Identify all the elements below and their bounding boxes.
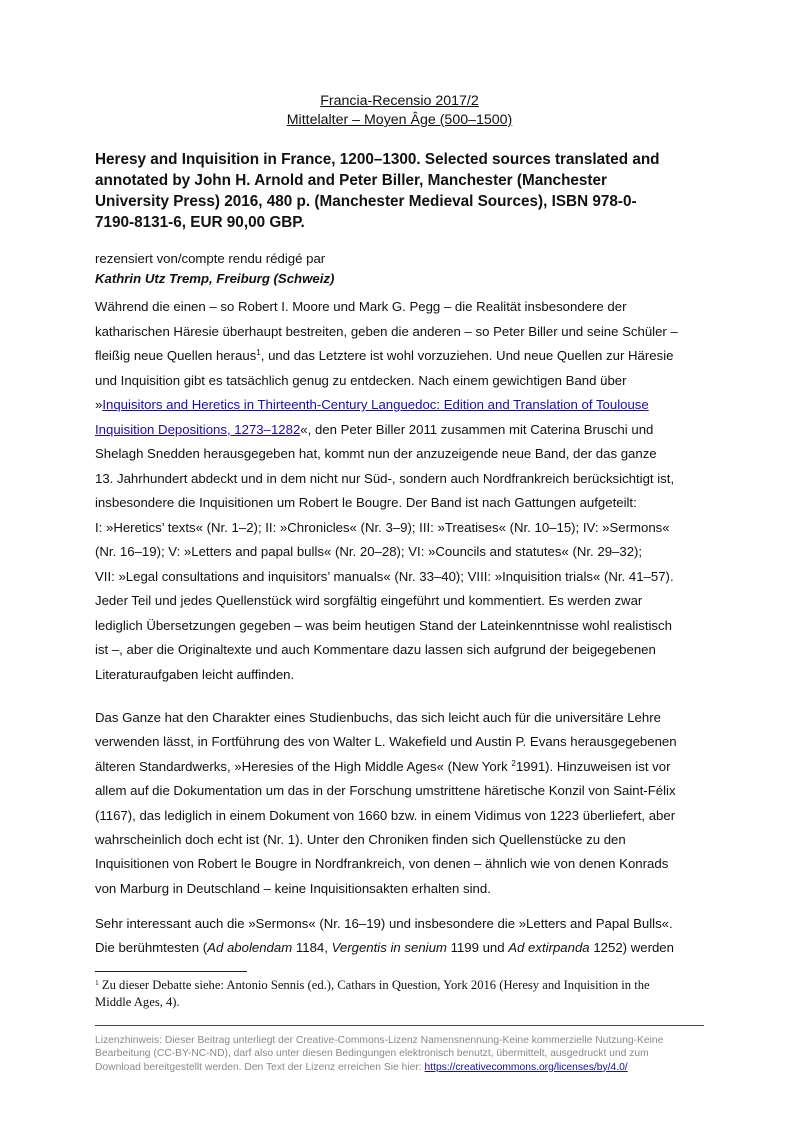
title-line: 7190-8131-6, EUR 90,00 GBP. (95, 214, 305, 231)
reviewer-name: Kathrin Utz Tremp, Freiburg (Schweiz) (95, 271, 335, 286)
text-line: ist –, aber die Originaltexte und auch Kommentare dazu lassen sich aufgrund der beigegebenen (95, 642, 656, 657)
italic-title: Ad extirpanda (508, 940, 590, 956)
reviewer-block (95, 249, 715, 289)
text-line: verwenden lässt, in Fortführung des von Walter L. Wakefield und Austin P. Evans herausgegebenen (95, 734, 677, 750)
cited-work-link[interactable]: Inquisition Depositions, 1273–1282 (95, 421, 301, 437)
journal-issue: Francia-Recensio 2017/2 (320, 93, 479, 109)
text-line: wahrscheinlich doch echt ist (Nr. 1). Unter den Chroniken finden sich Quellenstücke zu den (95, 831, 626, 847)
text-line: von Marburg in Deutschland – keine Inquisitionsakten erhalten sind. (95, 880, 491, 896)
text-span: , und das Letztere ist wohl vorzuziehen. Und neue Quellen zur Häresie (260, 348, 674, 363)
title-line: University Press) 2016, 480 p. (Manchester Medieval Sources), ISBN 978-0- (95, 193, 637, 210)
text-line (95, 393, 735, 418)
text-span: 1252) werden (589, 940, 674, 956)
text-line: Sehr interessant auch die »Sermons« (Nr. 16–19) und insbesondere die »Letters and Papal Bulls«. (95, 916, 673, 931)
text-line: Literaturaufgaben leicht auffinden. (95, 666, 295, 682)
text-line: (1167), das lediglich in einem Dokument von 1660 bzw. in einem Vidimus von 1223 überliefert, aber (95, 807, 676, 823)
text-line: (Nr. 16–19); V: »Letters and papal bulls« (Nr. 20–28); VI: »Councils and statutes« (Nr. 29–32); (95, 544, 643, 559)
text-line: katharischen Häresie überhaupt bestreiten, geben die anderen – so Peter Biller und seine Schüler – (95, 323, 678, 339)
text-line: 13. Jahrhundert abdeckt und in dem nicht nur Süd-, sondern auch Nordfrankreich berücksichtigt ist, (95, 470, 675, 486)
journal-header (0, 92, 799, 130)
text-line: und Inquisition gibt es tatsächlich genug zu entdecken. Nach einem gewichtigen Band über (95, 372, 627, 388)
edition-superscript: 2 (511, 758, 516, 768)
italic-title: Vergentis in senium (331, 940, 447, 956)
text-line: I: »Heretics’ texts« (Nr. 1–2); II: »Chronicles« (Nr. 3–9); III: »Treatises« (Nr. 10–15); IV: »Sermons« (95, 519, 670, 535)
review-title (95, 149, 695, 233)
text-span: 1184, (292, 940, 332, 956)
footnote (95, 977, 705, 1011)
footnote-line: Middle Ages, 4). (95, 995, 180, 1009)
text-span: Die berühmtesten ( (95, 940, 208, 956)
italic-title: Ad abolendam (207, 940, 293, 956)
license-text: Download bereitgestellt werden. Den Text der Lizenz erreichen Sie hier: (95, 1061, 425, 1073)
text-line: allem auf die Dokumentation um das in der Forschung umstrittene häretische Konzil von Saint-Félix (95, 783, 676, 799)
footnote-line (95, 977, 705, 994)
text-span: 1199 und (446, 940, 509, 956)
text-line: Jeder Teil und jedes Quellenstück wird sorgfältig eingeführt und kommentiert. Es werden zwar (95, 593, 643, 608)
paragraph-1 (95, 295, 735, 687)
paragraph-3 (95, 912, 735, 961)
footnote-text: Zu dieser Debatte siehe: Antonio Sennis (ed.), Cathars in Question, York 2016 (Heresy and Inquisition in the (98, 978, 650, 992)
license-line (95, 1061, 715, 1074)
text-line: lediglich Übersetzungen gegeben – was beim heutigen Stand der Lateinkenntnisse wohl realistisch (95, 617, 672, 633)
text-line: insbesondere die Inquisitionen um Robert le Bougre. Der Band ist nach Gattungen aufgeteilt: (95, 495, 637, 510)
text-line: VII: »Legal consultations and inquisitors’ manuals« (Nr. 33–40); VIII: »Inquisition trials« (Nr. 41–57). (95, 568, 674, 584)
text-line (95, 936, 735, 960)
text-line: Das Ganze hat den Charakter eines Studienbuchs, das sich leicht auch für die universitäre Lehre (95, 710, 661, 725)
paragraph-2 (95, 706, 735, 901)
license-link[interactable]: https://creativecommons.org/licenses/by/4.0/ (424, 1061, 628, 1073)
text-span: 1991). Hinzuweisen ist vor (515, 758, 671, 774)
license-line: Bearbeitung (CC-BY-NC-ND), darf also unter diesen Bedingungen elektronisch benutzt, übermittelt, ausgedruckt und zum (95, 1048, 649, 1060)
text-line (95, 344, 735, 369)
title-line: annotated by John H. Arnold and Peter Biller, Manchester (Manchester (95, 172, 607, 189)
cited-work-link[interactable]: Inquisitors and Heretics in Thirteenth-Century Languedoc: Edition and Translation of Toulouse (102, 397, 649, 412)
footnote-reference[interactable]: 1 (256, 348, 261, 357)
text-line: Während die einen – so Robert I. Moore und Mark G. Pegg – die Realität insbesondere der (95, 299, 627, 314)
title-line: Heresy and Inquisition in France, 1200–1300. Selected sources translated and (95, 151, 660, 168)
text-span: älteren Standardwerks, »Heresies of the High Middle Ages« (New York (95, 758, 512, 774)
text-span: » (95, 397, 103, 412)
text-line (95, 755, 735, 779)
reviewer-label: rezensiert von/compte rendu rédigé par (95, 251, 326, 266)
footer-divider (95, 1025, 704, 1026)
text-span: «, den Peter Biller 2011 zusammen mit Caterina Bruschi und (300, 421, 654, 437)
text-line: Inquisitionen von Robert le Bougre in Nordfrankreich, von denen – ähnlich wie von denen Konrads (95, 856, 669, 872)
text-span: fleißig neue Quellen heraus (95, 348, 257, 363)
license-notice (95, 1034, 715, 1074)
text-line: Shelagh Snedden herausgegeben hat, kommt nun der anzuzeigende neue Band, der das ganze (95, 446, 657, 461)
footnote-number: 1 (95, 978, 99, 987)
journal-section: Mittelalter – Moyen Âge (500–1500) (286, 112, 513, 128)
footnote-separator (95, 971, 247, 972)
license-line: Lizenzhinweis: Dieser Beitrag unterliegt der Creative-Commons-Lizenz Namensnennung-Keine kommerzielle Nutzung-Keine (95, 1035, 664, 1046)
text-line (95, 418, 735, 443)
